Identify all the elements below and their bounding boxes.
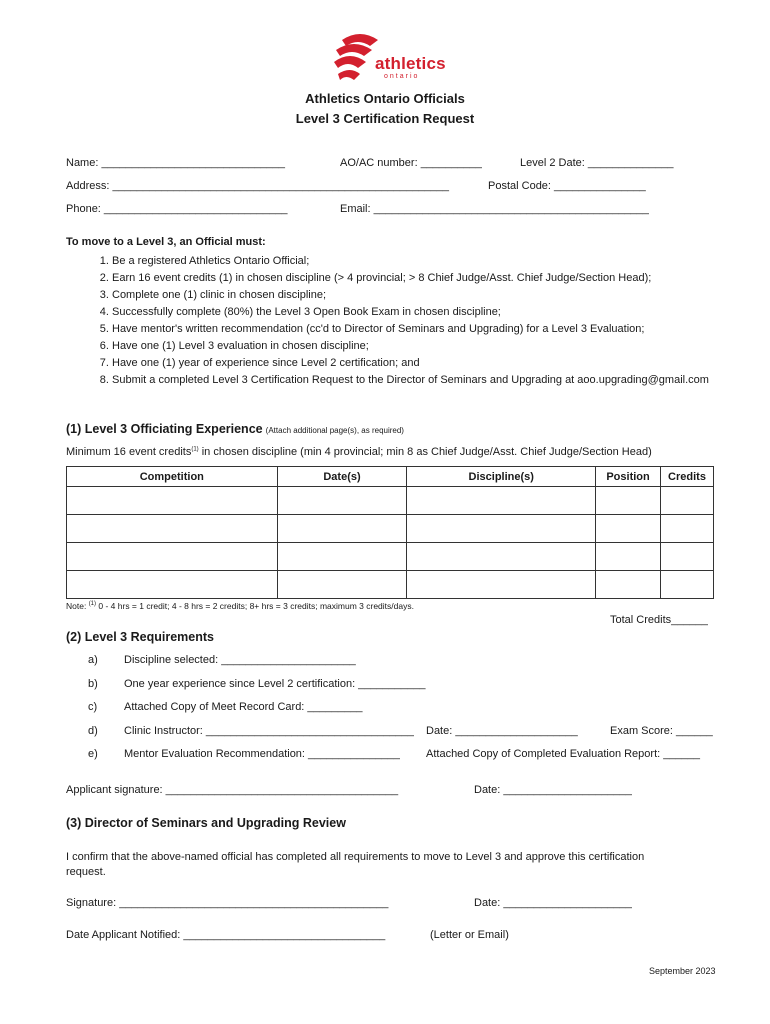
director-signature-field[interactable]: Signature: ____________________________________________ — [66, 897, 389, 909]
table-cell[interactable] — [661, 543, 714, 571]
clinic-instructor-field[interactable]: Clinic Instructor: __________________________________ — [124, 725, 414, 737]
meet-record-card-field[interactable]: Attached Copy of Meet Record Card: _________ — [124, 701, 363, 713]
requirement-a-row — [88, 654, 356, 666]
clinic-date-field[interactable]: Date: ____________________ — [426, 725, 578, 737]
requirement-e-row — [88, 748, 400, 760]
table-row — [67, 571, 714, 599]
requirement-item: 4. Successfully complete (80%) the Level 3 Open Book Exam in chosen discipline; — [112, 304, 770, 321]
exam-score-field[interactable]: Exam Score: ______ — [610, 725, 713, 737]
section1-heading-row — [66, 422, 404, 436]
section1-intro-sup: (1) — [191, 446, 199, 453]
column-header-disciplines: Discipline(s) — [407, 467, 596, 487]
table-row — [67, 543, 714, 571]
table-row — [67, 487, 714, 515]
email-field[interactable]: Email: _____________________________________________ — [340, 203, 649, 215]
section2-heading: (2) Level 3 Requirements — [66, 630, 214, 644]
column-header-competition: Competition — [67, 467, 278, 487]
requirement-b-row — [88, 678, 425, 690]
item-label: a) — [88, 654, 98, 666]
table-cell[interactable] — [407, 487, 596, 515]
table-cell[interactable] — [277, 571, 407, 599]
logo-subtext: ontario — [384, 73, 420, 80]
applicant-signature-field[interactable]: Applicant signature: ______________________________________ — [66, 784, 399, 796]
requirements-heading: To move to a Level 3, an Official must: — [66, 236, 266, 248]
table-cell[interactable] — [407, 515, 596, 543]
requirement-d-row — [88, 725, 414, 737]
requirement-item: 8. Submit a completed Level 3 Certification Request to the Director of Seminars and Upgrading at aoo.upgrading@gmail.com — [112, 372, 770, 389]
aoac-number-field[interactable]: AO/AC number: __________ — [340, 157, 482, 169]
page-title: Athletics Ontario Officials — [305, 91, 465, 106]
revision-date: September 2023 — [649, 966, 716, 976]
requirements-list — [88, 253, 770, 389]
requirement-item: 5. Have mentor's written recommendation (cc'd to Director of Seminars and Upgrading) for a Level 3 Evaluation; — [112, 321, 770, 338]
table-cell[interactable] — [277, 515, 407, 543]
table-cell[interactable] — [596, 571, 661, 599]
date-applicant-notified-field[interactable]: Date Applicant Notified: _________________________________ — [66, 929, 386, 941]
table-cell[interactable] — [596, 543, 661, 571]
discipline-selected-field[interactable]: Discipline selected: ______________________ — [124, 654, 356, 666]
evaluation-report-field[interactable]: Attached Copy of Completed Evaluation Report: ______ — [426, 748, 700, 760]
column-header-credits: Credits — [661, 467, 714, 487]
section1-attach-note: (Attach additional page(s), as required) — [265, 426, 404, 435]
table-header-row — [67, 467, 714, 487]
requirement-item: 7. Have one (1) year of experience since Level 2 certification; and — [112, 355, 770, 372]
one-year-experience-field[interactable]: One year experience since Level 2 certification: ___________ — [124, 678, 426, 690]
column-header-position: Position — [596, 467, 661, 487]
table-cell[interactable] — [67, 571, 278, 599]
table-cell[interactable] — [596, 487, 661, 515]
table-cell[interactable] — [67, 543, 278, 571]
table-cell[interactable] — [67, 515, 278, 543]
table-cell[interactable] — [661, 487, 714, 515]
table-cell[interactable] — [67, 487, 278, 515]
applicant-signature-date-field[interactable]: Date: _____________________ — [474, 784, 632, 796]
table-cell[interactable] — [661, 515, 714, 543]
section1-intro — [66, 446, 652, 458]
footnote-sup: (1) — [88, 601, 97, 608]
director-signature-date-field[interactable]: Date: _____________________ — [474, 897, 632, 909]
total-credits-field[interactable]: Total Credits______ — [610, 614, 708, 626]
column-header-dates: Date(s) — [277, 467, 407, 487]
mentor-recommendation-field[interactable]: Mentor Evaluation Recommendation: _______________ — [124, 748, 400, 760]
confirmation-line2: request. — [66, 866, 106, 878]
level2-date-field[interactable]: Level 2 Date: ______________ — [520, 157, 674, 169]
name-field[interactable]: Name: ______________________________ — [66, 157, 285, 169]
section1-intro-b: in chosen discipline (min 4 provincial; min 8 as Chief Judge/Asst. Chief Judge/Section Head) — [198, 446, 652, 458]
logo-text: athletics — [375, 54, 446, 73]
requirement-item: 1. Be a registered Athletics Ontario Official; — [112, 253, 770, 270]
page-subtitle: Level 3 Certification Request — [295, 111, 475, 126]
requirement-item: 3. Complete one (1) clinic in chosen discipline; — [112, 287, 770, 304]
postal-code-field[interactable]: Postal Code: _______________ — [488, 180, 646, 192]
requirement-item: 6. Have one (1) Level 3 evaluation in chosen discipline; — [112, 338, 770, 355]
experience-table — [66, 466, 714, 599]
requirement-c-row — [88, 701, 362, 713]
table-row — [67, 515, 714, 543]
address-field[interactable]: Address: _______________________________________________________ — [66, 180, 449, 192]
notification-method: (Letter or Email) — [430, 929, 509, 941]
table-cell[interactable] — [661, 571, 714, 599]
footnote-a: Note: — [66, 601, 89, 611]
table-cell[interactable] — [277, 487, 407, 515]
item-label: d) — [88, 725, 98, 737]
requirement-item: 2. Earn 16 event credits (1) in chosen discipline (> 4 provincial; > 8 Chief Judge/Asst. Chief Judge/Section Head); — [112, 270, 770, 287]
credits-footnote — [66, 601, 414, 611]
footnote-b: 0 - 4 hrs = 1 credit; 4 - 8 hrs = 2 credits; 8+ hrs = 3 credits; maximum 3 credits/days. — [96, 601, 414, 611]
item-label: b) — [88, 678, 98, 690]
item-label: c) — [88, 701, 98, 713]
table-cell[interactable] — [277, 543, 407, 571]
confirmation-line1: I confirm that the above-named official has completed all requirements to move to Level 3 and approve this certification — [66, 851, 645, 863]
phone-field[interactable]: Phone: ______________________________ — [66, 203, 288, 215]
item-label: e) — [88, 748, 98, 760]
section3-heading: (3) Director of Seminars and Upgrading Review — [66, 816, 346, 830]
table-cell[interactable] — [407, 543, 596, 571]
section1-intro-a: Minimum 16 event credits — [66, 446, 192, 458]
table-cell[interactable] — [407, 571, 596, 599]
section1-heading: (1) Level 3 Officiating Experience — [66, 422, 263, 436]
table-cell[interactable] — [596, 515, 661, 543]
